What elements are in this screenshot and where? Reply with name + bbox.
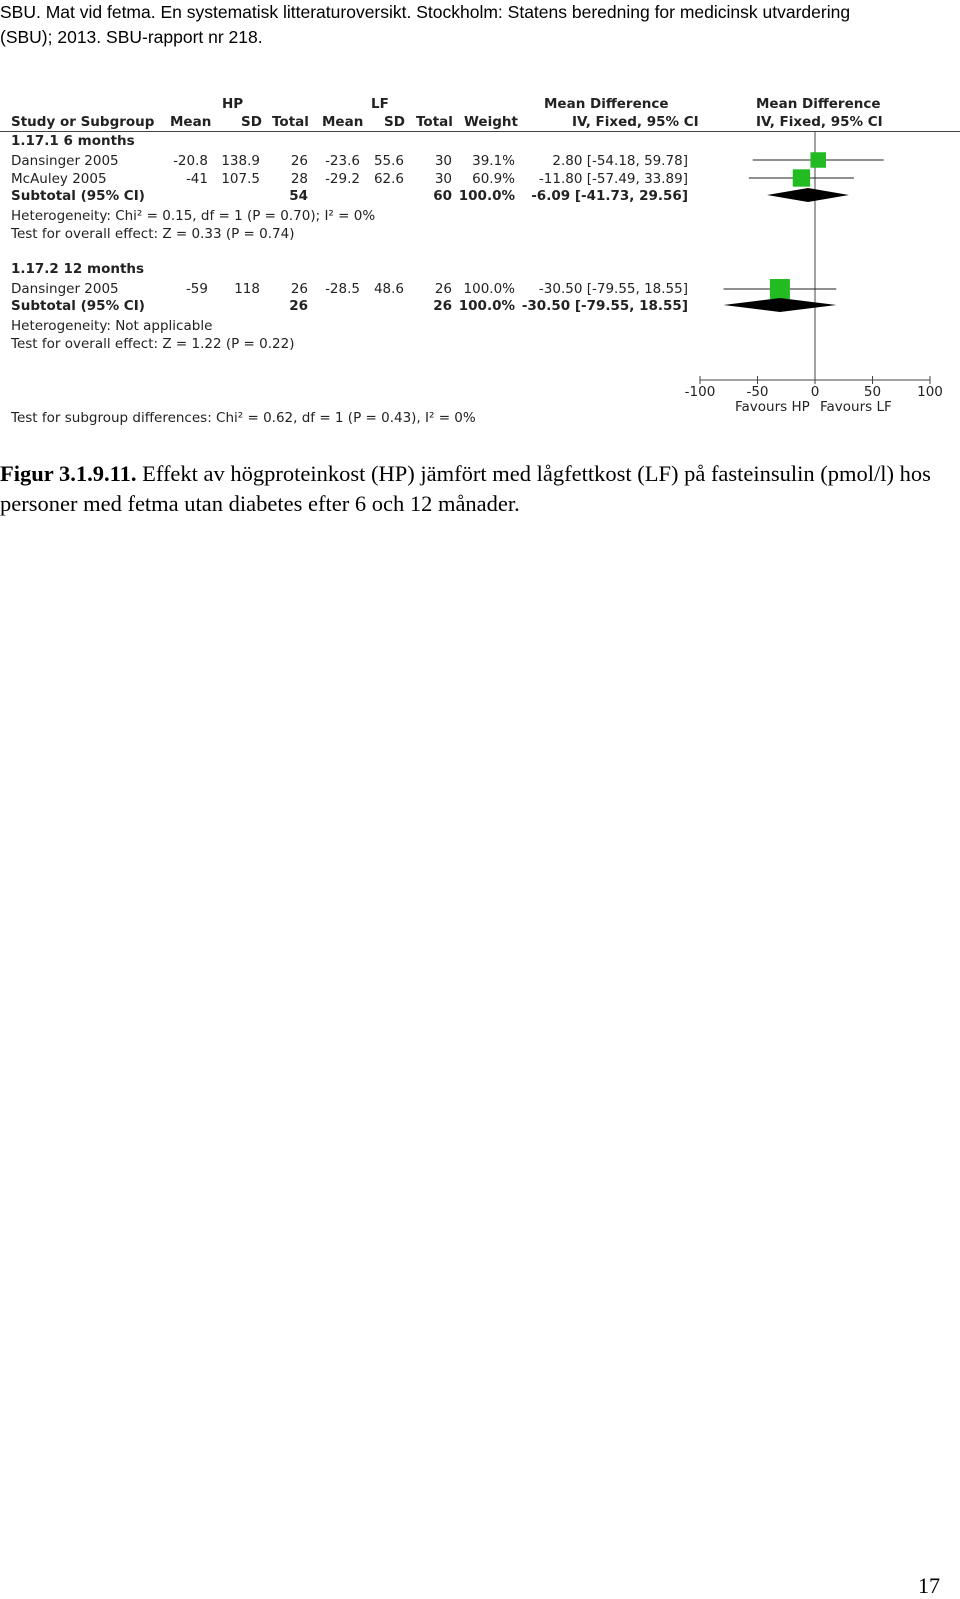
- subtotal-ci: -30.50 [-79.55, 18.55]: [521, 298, 688, 314]
- sd-hp: 118: [234, 281, 260, 297]
- ci-text: 2.80 [-54.18, 59.78]: [552, 153, 688, 169]
- md-header-2: IV, Fixed, 95% CI: [572, 114, 699, 130]
- col-total-hp: Total: [272, 114, 309, 130]
- subtotal-label: Subtotal (95% CI): [11, 298, 145, 314]
- subtotal-total-lf: 60: [433, 188, 452, 204]
- subtotal-weight: 100.0%: [458, 298, 515, 314]
- mean-lf: -28.5: [325, 281, 360, 297]
- total-hp: 26: [290, 153, 308, 169]
- mean-hp: -20.8: [173, 153, 208, 169]
- mean-lf: -23.6: [325, 153, 360, 169]
- group-header-hp: HP: [222, 96, 244, 112]
- md-header-1: Mean Difference: [544, 96, 669, 112]
- study-label: Dansinger 2005: [11, 281, 119, 297]
- forest-graphic: [0, 92, 960, 437]
- col-study: Study or Subgroup: [11, 114, 155, 130]
- subgroup-title-12-months: 1.17.2 12 months: [11, 261, 145, 277]
- heterogeneity-text: Heterogeneity: Not applicable: [11, 318, 213, 334]
- subtotal-diamond: [724, 298, 837, 312]
- ci-text: -11.80 [-57.49, 33.89]: [538, 171, 688, 187]
- mean-hp: -41: [185, 171, 208, 187]
- heterogeneity-text: Heterogeneity: Chi² = 0.15, df = 1 (P = 0.70); I² = 0%: [11, 208, 376, 224]
- figure-caption-text: Effekt av högproteinkost (HP) jämfört med lågfettkost (LF) på fasteinsulin (pmol/l) hos personer med fetma utan diabetes efter 6 och 12 månader.: [0, 461, 931, 516]
- group-header-lf: LF: [371, 96, 389, 112]
- overall-effect-text: Test for overall effect: Z = 1.22 (P = 0.22): [11, 336, 295, 352]
- figure-label: Figur 3.1.9.11.: [0, 461, 137, 486]
- figure-caption: [0, 459, 950, 519]
- weight: 39.1%: [472, 153, 515, 169]
- forest-plot: [0, 92, 960, 437]
- total-lf: 30: [434, 171, 452, 187]
- study-point-marker: [770, 279, 790, 299]
- col-mean-lf: Mean: [322, 114, 364, 130]
- study-point-marker: [793, 169, 810, 186]
- subgroup-differences-text: Test for subgroup differences: Chi² = 0.62, df = 1 (P = 0.43), I² = 0%: [11, 410, 476, 426]
- x-axis-tick-label: -50: [746, 384, 769, 400]
- citation-line-1: SBU. Mat vid fetma. En systematisk litteraturoversikt. Stockholm: Statens beredning for medicinsk utvardering: [0, 2, 851, 22]
- x-axis-tick-label: 100: [917, 384, 943, 400]
- col-total-lf: Total: [416, 114, 453, 130]
- subtotal-total-lf: 26: [433, 298, 452, 314]
- sd-hp: 138.9: [221, 153, 260, 169]
- subtotal-weight: 100.0%: [458, 188, 515, 204]
- x-axis-tick-label: -100: [684, 384, 716, 400]
- x-axis-tick-label: 50: [863, 384, 882, 400]
- col-mean-hp: Mean: [170, 114, 212, 130]
- subtotal-label: Subtotal (95% CI): [11, 188, 145, 204]
- mean-hp: -59: [185, 281, 208, 297]
- page-number: 17: [918, 1573, 940, 1598]
- sd-hp: 107.5: [221, 171, 260, 187]
- weight: 60.9%: [472, 171, 515, 187]
- study-point-marker: [810, 152, 826, 168]
- subtotal-total-hp: 26: [289, 298, 308, 314]
- subtotal-total-hp: 54: [289, 188, 308, 204]
- sd-lf: 62.6: [373, 171, 404, 187]
- citation-header: [0, 0, 950, 50]
- total-hp: 26: [290, 281, 308, 297]
- md-plot-header-1: Mean Difference: [756, 96, 881, 112]
- total-lf: 26: [434, 281, 452, 297]
- x-axis-tick-label: 0: [810, 384, 820, 400]
- total-lf: 30: [434, 153, 452, 169]
- col-sd-hp: SD: [241, 114, 262, 130]
- col-weight: Weight: [464, 114, 518, 130]
- study-label: Dansinger 2005: [11, 153, 119, 169]
- ci-text: -30.50 [-79.55, 18.55]: [538, 281, 688, 297]
- total-hp: 28: [290, 171, 308, 187]
- overall-effect-text: Test for overall effect: Z = 0.33 (P = 0.74): [11, 226, 295, 242]
- subgroup-title-6-months: 1.17.1 6 months: [11, 133, 135, 149]
- weight: 100.0%: [463, 281, 515, 297]
- favours-lf-label: Favours LF: [820, 399, 892, 415]
- favours-hp-label: Favours HP: [735, 399, 810, 415]
- citation-line-2: (SBU); 2013. SBU-rapport nr 218.: [0, 27, 263, 47]
- subtotal-diamond: [767, 188, 849, 202]
- subtotal-ci: -6.09 [-41.73, 29.56]: [531, 188, 688, 204]
- sd-lf: 48.6: [373, 281, 404, 297]
- md-plot-header-2: IV, Fixed, 95% CI: [756, 114, 883, 130]
- sd-lf: 55.6: [373, 153, 404, 169]
- study-label: McAuley 2005: [11, 171, 107, 187]
- col-sd-lf: SD: [384, 114, 405, 130]
- mean-lf: -29.2: [325, 171, 360, 187]
